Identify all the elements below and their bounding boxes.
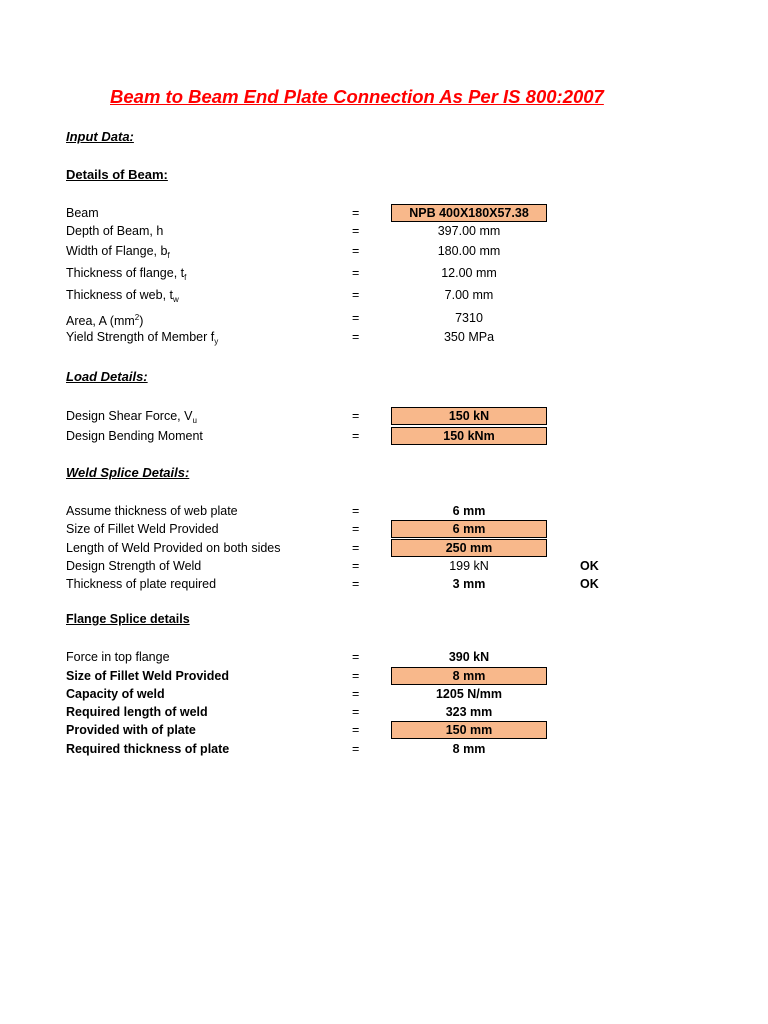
equals-sign: = [352,669,360,683]
plate-thickness-value: 3 mm [452,577,486,591]
beam-details-heading: Details of Beam: [66,167,168,182]
shear-force-label: Design Shear Force, $V_u$ [66,409,197,425]
flange-force-label: Force in top flange [66,650,170,664]
beam-section-input[interactable]: NPB 400X180X57.38 [391,204,547,222]
flange-splice-heading: Flange Splice details [66,612,190,626]
weld-length-row [0,539,768,557]
flange-fillet-label: Size of Fillet Weld Provided [66,669,229,683]
weld-splice-heading: Weld Splice Details: [66,465,190,480]
equals-sign: = [352,244,360,258]
equals-sign: = [352,311,360,325]
equals-sign: = [352,742,360,756]
equals-sign: = [352,409,360,423]
web-fillet-label: Size of Fillet Weld Provided [66,522,219,536]
equals-sign: = [352,288,360,302]
area-value: 7310 [455,311,483,325]
width-row [0,242,768,260]
web-thickness-label: Thickness of web, $t_w$ [66,288,179,304]
input-data-heading: Input Data: [66,129,134,144]
depth-label: Depth of Beam, h [66,224,164,238]
req-plate-thickness-label: Required thickness of plate [66,742,230,756]
weld-capacity-row [0,685,768,703]
weld-capacity-value: 1205 N/mm [435,687,502,701]
web-fillet-row [0,520,768,538]
depth-row [0,222,768,240]
plate-width-label: Provided with of plate [66,723,196,737]
equals-sign: = [352,266,360,280]
equals-sign: = [352,559,360,573]
weld-length-input[interactable]: 250 mm [391,539,547,557]
weld-strength-label: Design Strength of Weld [66,559,202,573]
req-weld-length-label: Required length of weld [66,705,208,719]
plate-thickness-row [0,575,768,593]
equals-sign: = [352,504,360,518]
req-weld-length-value: 323 mm [445,705,493,719]
beam-row [0,204,768,222]
req-plate-thickness-row [0,740,768,758]
weld-strength-value: 199 kN [449,559,489,573]
flange-fillet-row [0,667,768,685]
shear-force-row [0,407,768,425]
flange-thickness-label: Thickness of flange, $t_f$ [66,266,187,282]
req-plate-thickness-value: 8 mm [452,742,486,756]
area-label: Area, A $(mm^2)$ [66,313,144,328]
equals-sign: = [352,650,360,664]
plate-thickness-status: OK [580,577,599,591]
flange-force-row [0,648,768,666]
flange-fillet-input[interactable]: 8 mm [391,667,547,685]
load-details-heading: Load Details: [66,369,148,384]
web-plate-row [0,502,768,520]
width-label: Width of Flange, $b_f$ [66,244,170,260]
web-thickness-value: 7.00 mm [444,288,494,302]
depth-value: 397.00 mm [437,224,501,238]
plate-width-row [0,721,768,739]
equals-sign: = [352,723,360,737]
equals-sign: = [352,429,360,443]
equals-sign: = [352,541,360,555]
equals-sign: = [352,206,360,220]
weld-capacity-label: Capacity of weld [66,687,165,701]
page-title: Beam to Beam End Plate Connection As Per IS 800:2007 [110,86,604,107]
flange-force-value: 390 kN [448,650,490,664]
web-plate-label: Assume thickness of web plate [66,504,238,518]
weld-strength-row [0,557,768,575]
bending-moment-row [0,427,768,445]
bending-moment-label: Design Bending Moment [66,429,203,443]
equals-sign: = [352,224,360,238]
equals-sign: = [352,522,360,536]
flange-thickness-row [0,264,768,282]
web-thickness-row [0,286,768,304]
flange-thickness-value: 12.00 mm [441,266,497,280]
equals-sign: = [352,330,360,344]
web-plate-value: 6 mm [452,504,486,518]
yield-strength-row [0,328,768,346]
area-row [0,309,768,327]
yield-strength-label: Yield Strength of Member $f_y$ [66,330,219,346]
equals-sign: = [352,577,360,591]
bending-moment-input[interactable]: 150 kNm [391,427,547,445]
shear-force-input[interactable]: 150 kN [391,407,547,425]
plate-thickness-label: Thickness of plate required [66,577,217,591]
plate-width-input[interactable]: 150 mm [391,721,547,739]
beam-label: Beam [66,206,99,220]
weld-length-label: Length of Weld Provided on both sides [66,541,281,555]
weld-strength-status: OK [580,559,599,573]
req-weld-length-row [0,703,768,721]
width-value: 180.00 mm [437,244,501,258]
equals-sign: = [352,687,360,701]
yield-strength-value: 350 MPa [443,330,495,344]
equals-sign: = [352,705,360,719]
web-fillet-input[interactable]: 6 mm [391,520,547,538]
